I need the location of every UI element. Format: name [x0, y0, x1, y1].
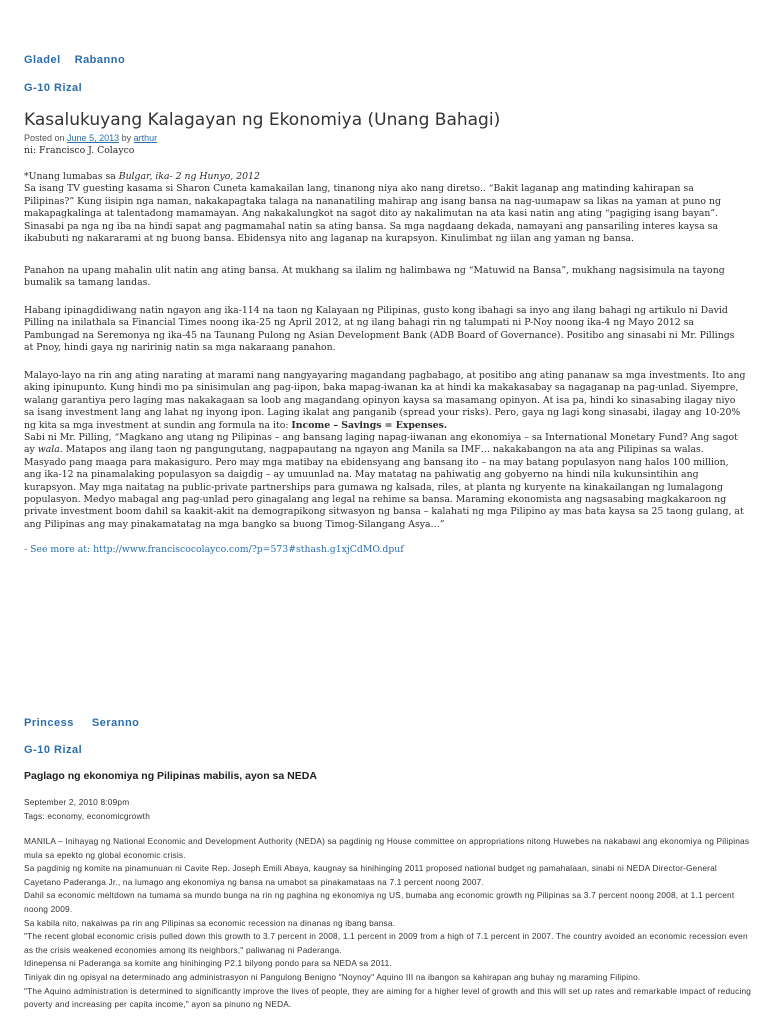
posted-on-label: Posted on — [24, 133, 65, 143]
post1-para1: Sa isang TV guesting kasama si Sharon Cuneta kamakailan lang, tinanong niya ako nang diretso.. “Bakit laganap ang matinding kahirapan sa Pilipinas?” Kung iisipin nga naman, nakakapagtaka talaga na nananatiling mahirap ang isang bansa na nag-uumapaw sa likas na yaman at puno ng makapagkalinga at talentadong mamamayan. Ang nakakalungkot na sagot dito ay nakalimutan na ata kasi natin ang ating “pagiging isang bayan”. Sinasabi pa nga ng iba na hindi sapat ang pagmamahal natin sa ating bansa. Sa mga nagdaang dekada, namayani ang pansariling interes kaysa sa ikabubuti ng nakararami at ng buong bansa. Ebidensya nito ang laganap na kurapsyon. Kinulimbat ng iilan ang yaman ng bansa. — [24, 183, 721, 245]
post1-author-last: Rabanno — [74, 54, 126, 66]
post1-para2: Panahon na upang mahalin ulit natin ang ating bansa. At mukhang sa ilalim ng halimbawa ng “Matuwid na Bansa”, mukhang nagsisimula na tayong bumalik sa tamang landas. — [24, 265, 725, 289]
post2-para: MANILA – Inihayag ng National Economic and Development Authority (NEDA) sa pagdinig ng House committee on appropriations nitong Huwebes na nakabawi ang ekonomiya ng Pilipinas mula sa epekto ng global economic crisis. — [24, 836, 750, 860]
see-more-link[interactable]: http://www.franciscocolayco.com/?p=573#sthash.g1xjCdMO.dpuf — [93, 544, 404, 555]
post2-body — [24, 835, 752, 1012]
post2-author — [24, 717, 139, 729]
post2-para: Tiniyak din ng opisyal na determinado ang administrasyon ni Pangulong Benigno "Noynoy" Aquino III na ibangon sa kahirapan ang buhay ng maraming Filipino. — [24, 971, 641, 982]
post2-para: Sa kabila nito, nakaiwas pa rin ang Pilipinas sa economic recession na dinanas ng ibang bansa. — [24, 917, 396, 928]
post1-author-first: Gladel — [24, 54, 61, 66]
post2-author-first: Princess — [24, 717, 74, 729]
source-prefix: *Unang lumabas sa — [24, 171, 116, 182]
post1-para4-text: Malayo-layo na rin ang ating narating at marami nang nangyayaring magandang pagbabago, at positibo ang ating pananaw sa mga investments. Ito ang aking ipinupunto. Kung hindi mo pa sinisimulan ang pag-iipon, baka mapag-iwanan ka at hindi ka makakasabay sa nagaganap na pag-unlad. Siyempre, walang garantiya pero laging mas nakakagaan sa loob ang magandang opinyon kaysa sa masamang opinyon. At isa pa, hindi ko sinasabing ilagay niyo sa isang investment lang ang lahat ng inyong ipon. Laging ikalat ang panganib (spread your risks). Pero, gaya ng lagi kong sinasabi, ilagay ang 10-20% ng kita sa mga investment at sundin ang formula na ito: — [24, 370, 746, 431]
post2-date: September 2, 2010 8:09pm — [24, 797, 130, 807]
post1-para5-italic: wala — [37, 444, 60, 456]
post2-tags: Tags: economy, economicgrowth — [24, 811, 151, 821]
post2-section: G-10 Rizal — [24, 744, 83, 756]
post2-para: "The recent global economic crisis pulled down this growth to 3.7 percent in 2008, 1.1 percent in 2009 from a high of 7.1 percent in 2007. The country avoided an economic recession even as the crisis weakened economies among its neighbors," paliwanag ni Paderanga. — [24, 931, 748, 955]
post1-para5-b: . Matapos ang ilang taon ng pangungutang, nagpapautang na ngayon ang Manila sa IMF… nakakabangon na ata ang Pilipinas sa walas. Masyado pang maaga para makasiguro. Pero may mga matibay na ebidensyang ang bansang ito – na may batang populasyon nang halos 100 million, ang ika-12 na pinamalaking populasyon sa daigdig – ay umuunlad na. May matatag na pahiwatig ang gobyerno na hindi nila kukunsintihin ang kurapsyon. May mga naitatag na public-private partnerships para gumawa ng kalsada, riles, at planta ng kuryente na kinakailangan ng lumalagong populasyon. Medyo mabagal ang pag-unlad pero ginagalang ang legal na rehime sa bansa. Maraming ekonomista ang nagsasabing magkakaroon ng private investment boom dahil sa kaakit-akit na demograpikong sitwasyon ng bansa – kalahati ng mga Pilipino ay mas bata kaysa sa 25 taong gulang, at ang Pilipinas ang may pinakamatatag na mga bangko sa buong Timog-Silangang Asya…” — [24, 444, 744, 530]
posted-author-link[interactable]: arthur — [133, 133, 158, 143]
post1-meta — [24, 133, 157, 143]
post2-title: Paglago ng ekonomiya ng Pilipinas mabilis, ayon sa NEDA — [24, 770, 317, 782]
formula: Income – Savings = Expenses. — [291, 419, 448, 431]
post1-title: Kasalukuyang Kalagayan ng Ekonomiya (Unang Bahagi) — [24, 110, 501, 130]
post2-para: Dahil sa economic meltdown na tumama sa mundo bunga na rin ng paghina ng ekonomiya ng US, bumaba ang economic growth ng Pilipinas sa 3.7 percent noong 2008, at 1.1 percent noong 2009. — [24, 890, 735, 914]
post2-author-last: Seranno — [91, 717, 140, 729]
post1-author — [24, 54, 125, 66]
post1-para3: Habang ipinagdidiwang natin ngayon ang ika-114 na taon ng Kalayaan ng Pilipinas, gusto kong ibahagi sa inyo ang ilang bahagi ng artikulo ni David Pilling na inilathala sa Financial Times noong ika-25 ng April 2012, at ng ilang bahagi rin ng talumpati ni P-Noy noong ika-4 ng Mayo 2012 sa Pambungad na Seremonya ng ika-45 na Taunang Pulong ng Asian Development Bank (ADB Board of Governance). Positibo ang sinasabi ni Mr. Pillings at Pnoy, hindi gaya ng naririnig natin sa mga nakaraang panahon. — [24, 305, 735, 354]
post2-para: Idinepensa ni Paderanga sa komite ang hinihinging P2.1 bilyong pondo para sa NEDA sa 2011. — [24, 958, 392, 969]
see-more-label: - See more at: — [24, 544, 91, 555]
posted-date-link[interactable]: June 5, 2013 — [67, 133, 120, 143]
post1-para5-a: Sabi ni Mr. Pilling, “Magkano ang utang ng Pilipinas – ang bansang laging napag-iiwanan ang ekonomiya – sa International Monetary Fund? Ang sagot ay — [24, 432, 738, 456]
post2-para: Sa pagdinig ng komite na pinamunuan ni Cavite Rep. Joseph Emili Abaya, kaugnay sa hinihinging 2011 proposed national budget ng pamahalaan, sinabi ni NEDA Director-General Cayetano Paderanga Jr., na lumago ang ekonomiya ng bansa na umabot sa pinakamataas na 7.1 percent noong 2007. — [24, 863, 717, 887]
post1-para4 — [24, 370, 746, 531]
posted-by-label: by — [121, 133, 132, 143]
post1-byline: ni: Francisco J. Colayco — [24, 145, 135, 156]
see-more — [24, 544, 404, 555]
post2-para: "The Aquino administration is determined to significantly improve the lives of people, they are aiming for a higher level of growth and this will set up rates and remarkable impact of reducing poverty and increasing per capita income," ayon sa pinuno ng NEDA. — [24, 985, 752, 1010]
post1-paragraph — [24, 171, 746, 245]
source-italic: Bulgar, ika- 2 ng Hunyo, 2012 — [118, 171, 260, 182]
post1-section: G-10 Rizal — [24, 82, 83, 94]
